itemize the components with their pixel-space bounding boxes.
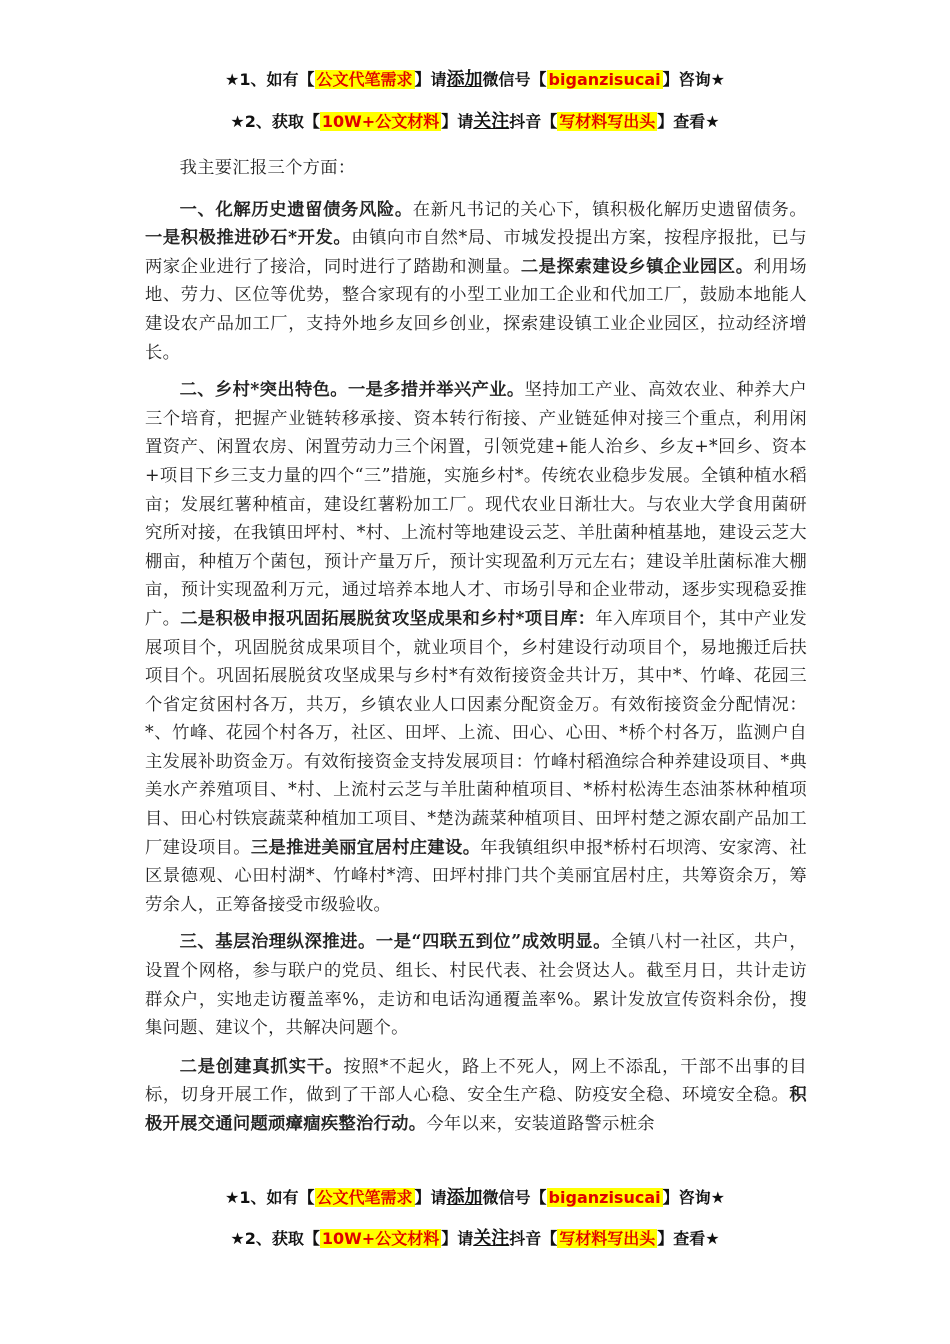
- banner-text: 】查看★: [657, 112, 720, 131]
- banner-text: ★2、获取【: [230, 1229, 320, 1248]
- star-prefix: ★1、如有【: [225, 70, 315, 89]
- paragraph-text: 全镇八村一社区，共户，设置个网格，参与联户的党员、组长、村民代表、社会贤达人。截至月日，共计走访群众户，实地走访覆盖率%，走访和电话沟通覆盖率%。累计发放宣传资料余份，搜集问题、建议个，共解决问题个。: [145, 932, 807, 1039]
- point-heading: 一是积极推进砂石*开发。: [145, 228, 352, 249]
- banner-text: ★2、获取【: [230, 112, 320, 131]
- highlight-wechat-id: biganzisucai: [548, 70, 661, 89]
- point-heading: 二是积极申报巩固拓展脱贫攻坚成果和乡村*项目库：: [180, 608, 596, 629]
- paragraph-text: 利用场地、劳力、区位等优势，整合家现有的小型工业加工企业和代加工厂，鼓励本地能人建设农产品加工厂，支持外地乡友回乡创业，探索建设镇工业企业园区，拉动经济增长。: [145, 256, 807, 363]
- point-heading: 一是“四联五到位”成效明显。: [375, 932, 611, 953]
- paragraph-text: 由镇向市自然*局、市城发投提出方案，按程序报批，已与两家企业进行了接洽，同时进行了踏勘和测量。: [145, 228, 807, 277]
- keyword-add: 添加: [446, 1187, 483, 1208]
- ad-banner-top-1: [0, 68, 950, 92]
- banner-text: 微信号【: [482, 1188, 547, 1207]
- keyword-follow: 关注: [473, 111, 510, 132]
- banner-text: 】查看★: [657, 1229, 720, 1248]
- ad-banner-bottom-1: [0, 1186, 950, 1210]
- paragraph-text: 按照*不起火，路上不死人，网上不添乱，干部不出事的目标，切身开展工作，做到了干部人心稳、安全生产稳、防疫安全稳、环境安全稳。: [145, 1056, 807, 1106]
- paragraph-text: 年我镇组织申报*桥村石坝湾、安家湾、社区景德观、心田村湖*、竹峰村*湾、田坪村排门共个美丽宜居村庄，共筹资余万，筹劳余人，正筹备接受市级验收。: [145, 837, 807, 915]
- section-heading: 三、基层治理纵深推进。: [179, 932, 376, 953]
- banner-text: 】咨询★: [662, 70, 725, 89]
- banner-text: 】请: [414, 70, 447, 89]
- point-heading: 积极开展交通问题顽瘴痼疾整治行动。: [145, 1085, 807, 1134]
- highlight-service: 公文代笔需求: [316, 1188, 413, 1207]
- section-heading: 一、化解历史遗留债务风险。: [179, 199, 413, 220]
- keyword-follow: 关注: [473, 1228, 510, 1249]
- highlight-wechat-id: biganzisucai: [548, 1188, 661, 1207]
- highlight-douyin-id: 写材料写出头: [559, 1229, 656, 1248]
- section-1-paragraph: [145, 196, 807, 368]
- intro-paragraph: 我主要汇报三个方面：: [179, 158, 356, 178]
- banner-text: 】请: [441, 112, 474, 131]
- banner-text: 抖音【: [509, 112, 558, 131]
- paragraph-text: 在新凡书记的关心下，镇积极化解历史遗留债务。: [412, 199, 807, 220]
- highlight-service: 公文代笔需求: [316, 70, 413, 89]
- banner-text: 抖音【: [509, 1229, 558, 1248]
- banner-text: 】请: [441, 1229, 474, 1248]
- point-heading: 一是多措并举兴产业。: [347, 380, 525, 401]
- ad-banner-bottom-2: [0, 1227, 950, 1251]
- document-body: [145, 154, 807, 1148]
- highlight-materials: 10W+公文材料: [321, 112, 440, 131]
- highlight-materials: 10W+公文材料: [321, 1229, 440, 1248]
- keyword-add: 添加: [446, 69, 483, 90]
- point-heading: 三是推进美丽宜居村庄建设。: [250, 837, 481, 858]
- banner-text: 微信号【: [482, 70, 547, 89]
- highlight-douyin-id: 写材料写出头: [559, 112, 656, 131]
- paragraph-text: 今年以来，安装道路警示桩余: [426, 1114, 655, 1134]
- banner-text: 】咨询★: [662, 1188, 725, 1207]
- paragraph-text: 坚持加工产业、高效农业、种养大户三个培育，把握产业链转移承接、资本转行衔接、产业链延伸对接三个重点，利用闲置资产、闲置农房、闲置劳动力三个闲置，引领党建+能人治乡、乡友+*回乡、资本+项目下乡三支力量的四个“三”措施，实施乡村*。传统农业稳步发展。全镇种植水稻亩；发展红薯种植亩，建设红薯粉加工厂。现代农业日渐壮大。与农业大学食用菌研究所对接，在我镇田坪村、*村、上流村等地建设云芝、羊肚菌种植基地，建设云芝大棚亩，种植万个菌包，预计产量万斤，预计实现盈利万元左右；建设羊肚菌标准大棚亩，预计实现盈利万元，通过培养本地人才、市场引导和企业带动，逐步实现稳妥推广。: [145, 380, 807, 629]
- section-2-paragraph: [145, 376, 807, 919]
- section-heading: 二、乡村*突出特色。: [179, 380, 348, 401]
- ad-banner-top-2: [0, 110, 950, 134]
- banner-text: ★1、如有【: [225, 1188, 315, 1207]
- point-heading: 二是创建真抓实干。: [179, 1056, 344, 1077]
- paragraph-text: 年入库项目个，其中产业发展项目个，巩固脱贫成果项目个，就业项目个，乡村建设行动项目个，易地搬迁后扶项目个。巩固拓展脱贫攻坚成果与乡村*有效衔接资金共计万，其中*、竹峰、花园三个省定贫困村各万，共万，乡镇农业人口因素分配资金万。有效衔接资金分配情况：*、竹峰、花园个村各万，社区、田坪、上流、田心、心田、*桥个村各万，监测户自主发展补助资金万。有效衔接资金支持发展项目：竹峰村稻渔综合种养建设项目、*典美水产养殖项目、*村、上流村云芝与羊肚菌种植项目、*桥村松涛生态油茶林种植项目、田心村铁宸蔬菜种植加工项目、*楚沩蔬菜种植项目、田坪村楚之源农副产品加工厂建设项目。: [145, 608, 807, 858]
- section-3-paragraph: [145, 928, 807, 1042]
- section-3-point-2-paragraph: [145, 1053, 807, 1139]
- point-heading: 二是探索建设乡镇企业园区。: [520, 256, 754, 277]
- banner-text: 】请: [414, 1188, 447, 1207]
